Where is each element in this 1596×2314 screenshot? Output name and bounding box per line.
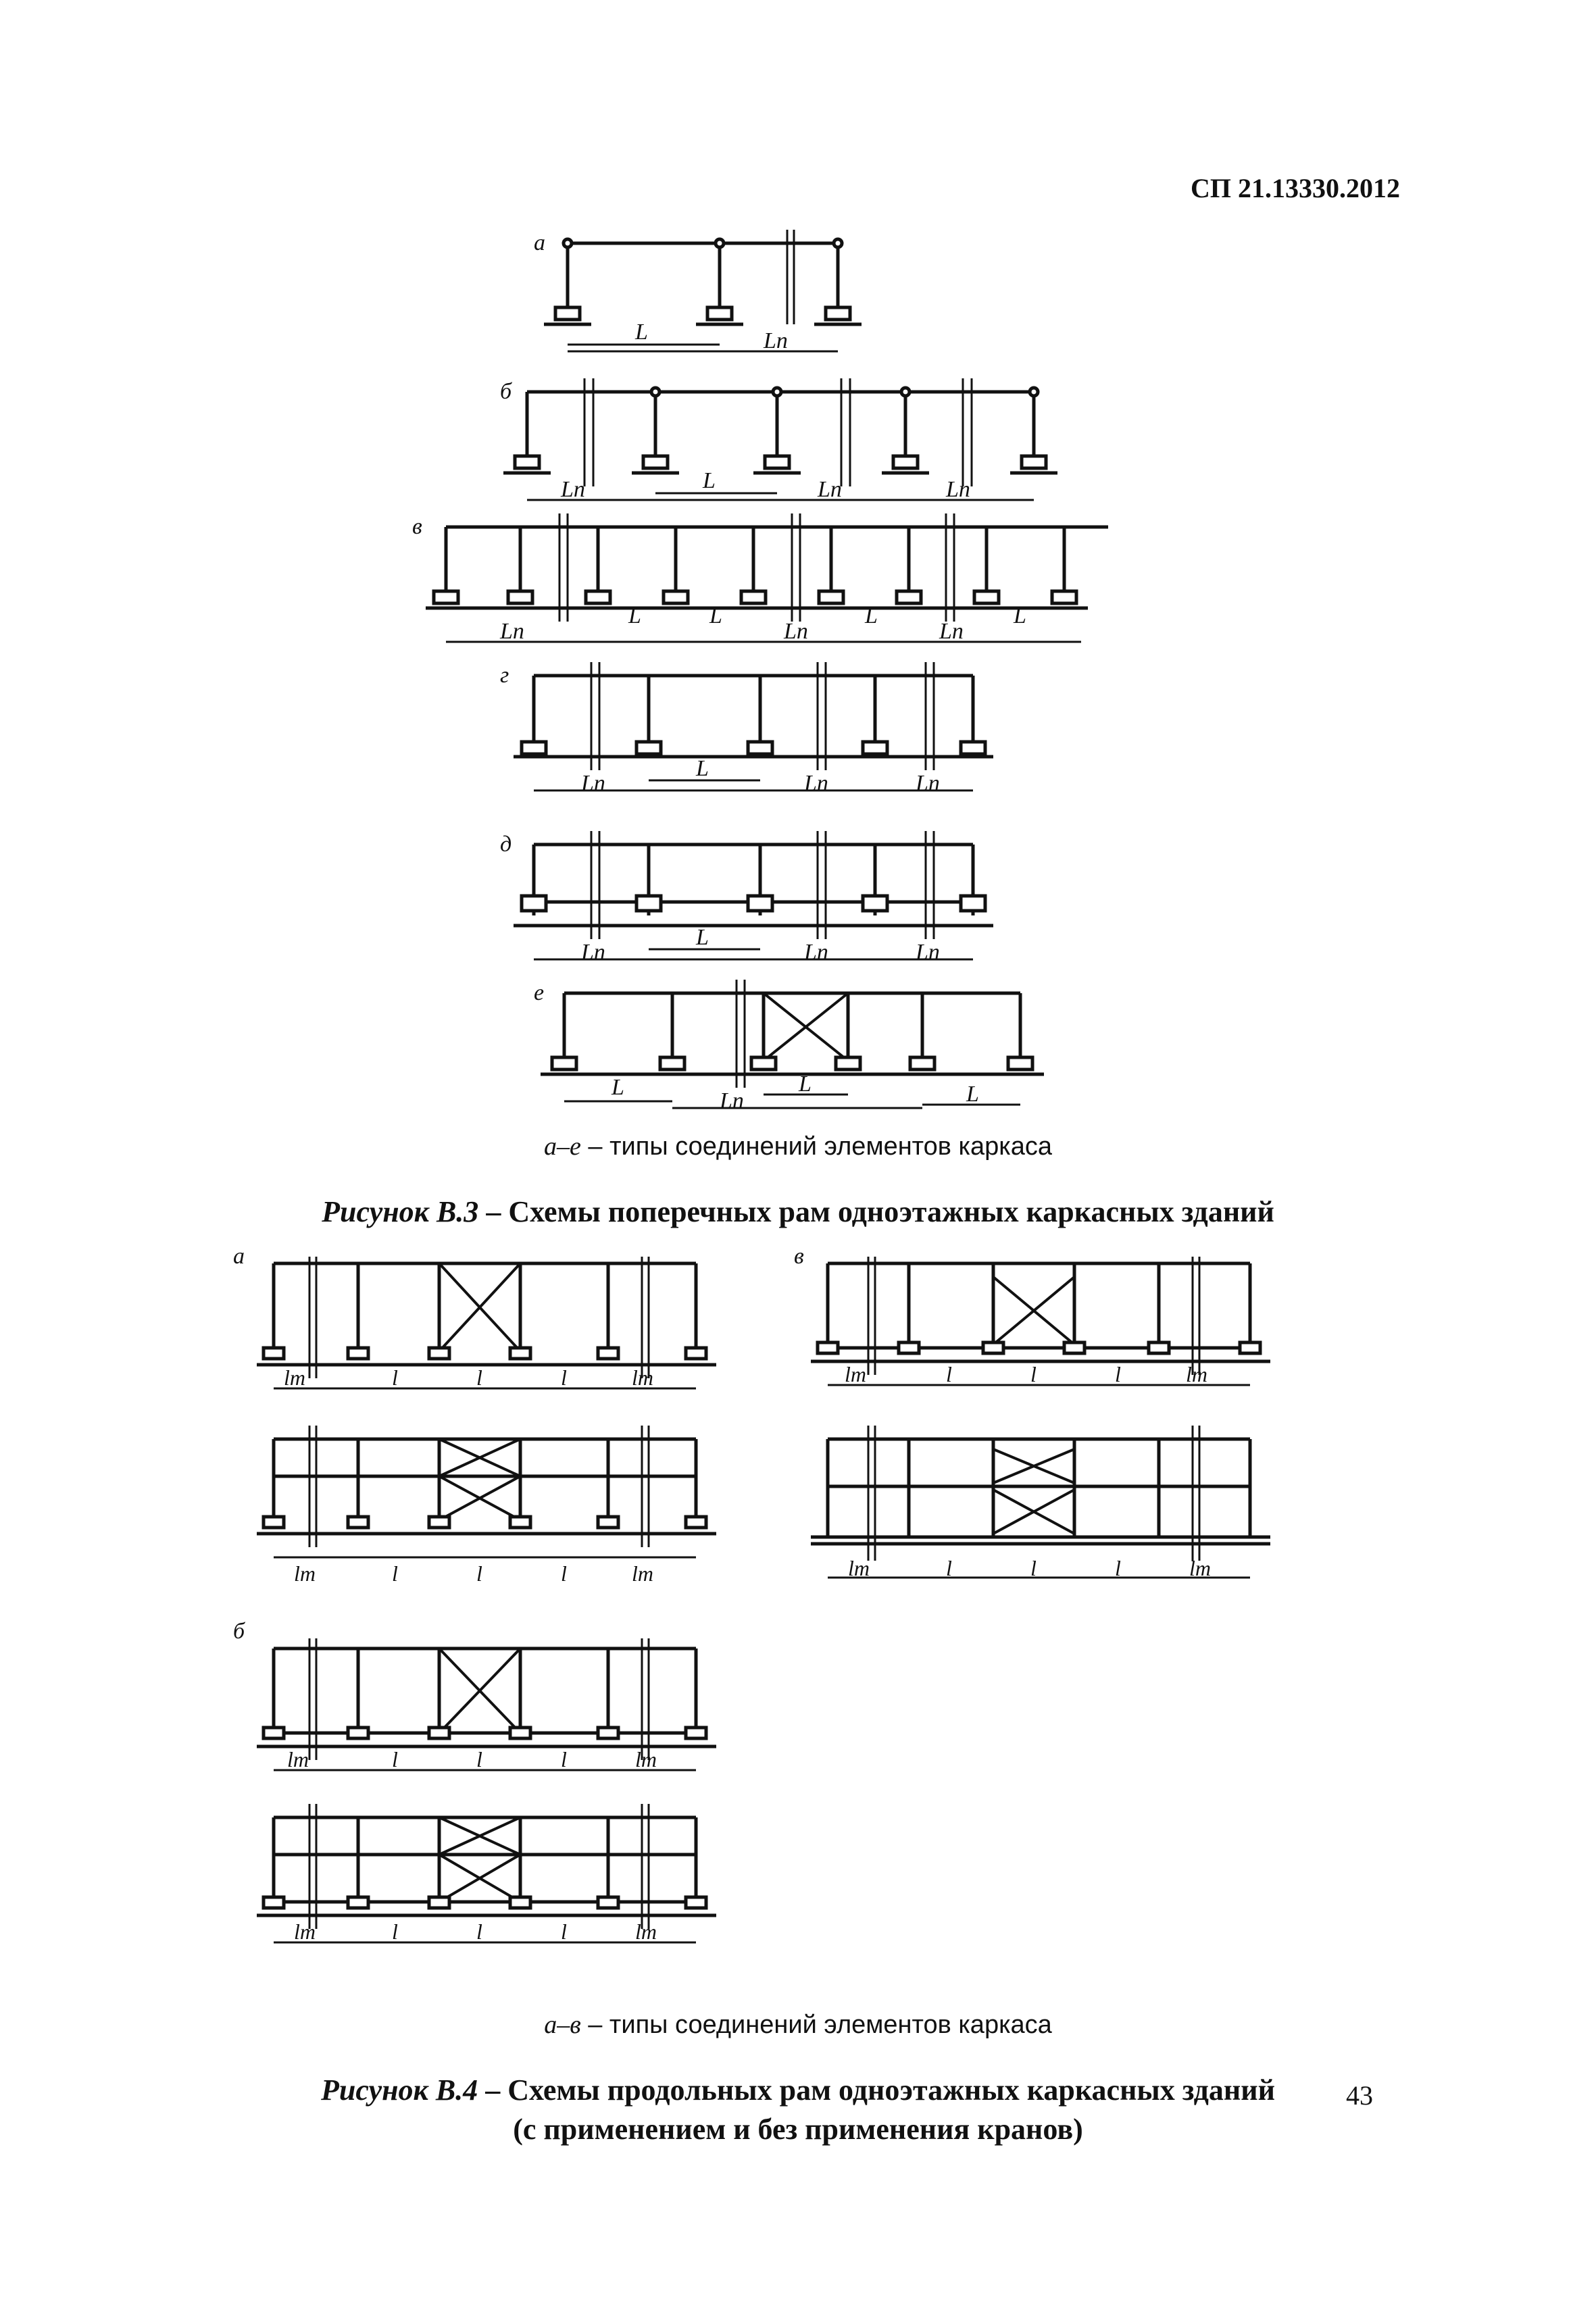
dim-Ln: Ln	[764, 328, 788, 353]
frame-a-lower	[257, 1426, 716, 1586]
dim-Ln: Ln	[581, 771, 605, 796]
frame-v-upper	[794, 1244, 1270, 1386]
dim-lm: lm	[294, 1561, 316, 1586]
dim-L: L	[966, 1082, 979, 1107]
dim-L: L	[799, 1072, 812, 1097]
dim-Ln: Ln	[500, 619, 524, 644]
dim-lm: lm	[1186, 1362, 1207, 1386]
dim-l: l	[1030, 1362, 1037, 1386]
dim-l: l	[392, 1919, 398, 1944]
frame-label-b: б	[233, 1619, 245, 1644]
dim-lm: lm	[287, 1747, 309, 1771]
dim-Ln: Ln	[561, 477, 585, 502]
figure-b4-subcaption: а–в – типы соединений элементов каркаса	[544, 2011, 1052, 2039]
dim-l: l	[392, 1561, 398, 1586]
dim-Ln: Ln	[804, 940, 828, 965]
dim-lm: lm	[632, 1561, 653, 1586]
frame-b	[500, 378, 1057, 502]
dim-L: L	[703, 468, 716, 493]
frame-g	[500, 662, 993, 796]
dim-l: l	[561, 1365, 567, 1390]
dim-lm: lm	[632, 1365, 653, 1390]
frame-label-v: в	[412, 514, 422, 539]
dim-l: l	[476, 1561, 482, 1586]
dim-lm: lm	[1189, 1556, 1211, 1580]
dim-L: L	[1014, 603, 1026, 628]
dim-L: L	[865, 603, 878, 628]
dim-L: L	[628, 603, 641, 628]
dim-l: l	[476, 1747, 482, 1771]
page-number: 43	[1346, 2080, 1373, 2111]
frame-e	[534, 980, 1044, 1113]
frame-label-b: б	[500, 379, 512, 404]
dim-l: l	[561, 1747, 567, 1771]
frame-v-lower	[811, 1426, 1270, 1580]
dim-lm: lm	[848, 1556, 870, 1580]
document-code: СП 21.13330.2012	[1191, 173, 1400, 203]
dim-l: l	[392, 1365, 398, 1390]
dim-l: l	[946, 1556, 952, 1580]
dim-Ln: Ln	[804, 771, 828, 796]
dim-Ln: Ln	[916, 771, 940, 796]
figure-b4-caption: Рисунок В.4 – Схемы продольных рам одноэтажных каркасных зданий (с применением и без применения кранов)	[321, 2073, 1275, 2146]
dim-Ln: Ln	[784, 619, 808, 644]
frame-b-lower	[257, 1804, 716, 1944]
frame-label-a: а	[534, 230, 545, 255]
frame-label-g: г	[500, 663, 509, 688]
dim-Ln: Ln	[946, 477, 970, 502]
dim-l: l	[1115, 1556, 1121, 1580]
frame-b-upper	[233, 1619, 716, 1771]
dim-Ln: Ln	[720, 1088, 744, 1113]
dim-l: l	[1030, 1556, 1037, 1580]
dim-L: L	[696, 756, 709, 781]
dim-lm: lm	[294, 1919, 316, 1944]
dim-l: l	[946, 1362, 952, 1386]
figure-b3-caption: Рисунок В.3 – Схемы поперечных рам одноэтажных каркасных зданий	[322, 1195, 1274, 1228]
dim-L: L	[709, 603, 722, 628]
frame-d	[500, 831, 993, 965]
figure-b4	[230, 1243, 1297, 1986]
dim-l: l	[561, 1919, 567, 1944]
frame-label-a: а	[233, 1244, 245, 1269]
frame-a	[534, 230, 862, 353]
frame-label-d: д	[500, 832, 512, 857]
frame-label-v: в	[794, 1244, 804, 1269]
dim-L: L	[612, 1075, 624, 1100]
dim-Ln: Ln	[916, 940, 940, 965]
figure-b3	[405, 216, 1149, 1115]
dim-L: L	[635, 320, 648, 345]
dim-L: L	[696, 925, 709, 950]
frame-label-e: е	[534, 980, 545, 1005]
frame-a-upper	[233, 1244, 716, 1390]
dim-l: l	[476, 1919, 482, 1944]
figure-b3-subcaption: а–е – типы соединений элементов каркаса	[544, 1132, 1052, 1161]
dim-Ln: Ln	[939, 619, 964, 644]
dim-lm: lm	[845, 1362, 866, 1386]
dim-l: l	[1115, 1362, 1121, 1386]
dim-lm: lm	[635, 1919, 657, 1944]
dim-lm: lm	[284, 1365, 305, 1390]
frame-v	[412, 513, 1108, 644]
dim-l: l	[392, 1747, 398, 1771]
dim-Ln: Ln	[818, 477, 842, 502]
dim-l: l	[476, 1365, 482, 1390]
dim-Ln: Ln	[581, 940, 605, 965]
dim-l: l	[561, 1561, 567, 1586]
dim-lm: lm	[635, 1747, 657, 1771]
